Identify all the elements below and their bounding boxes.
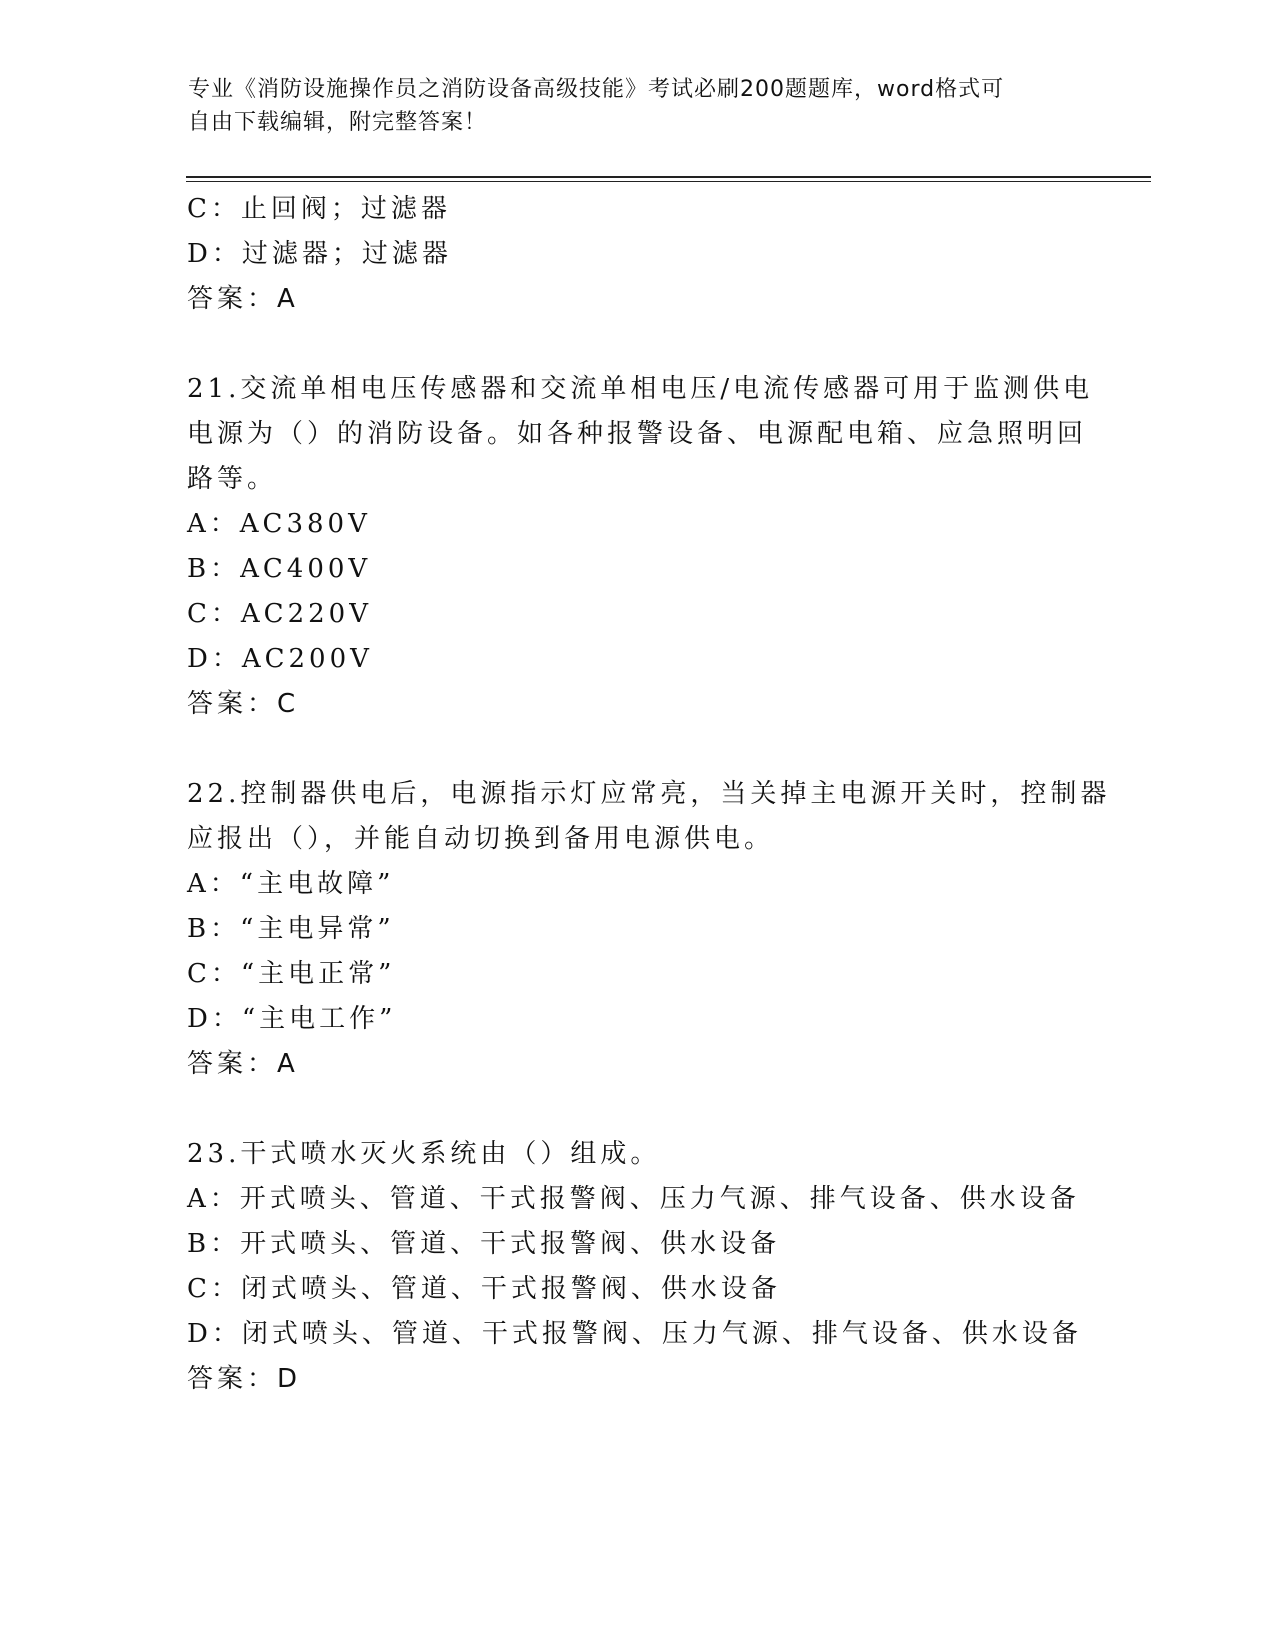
question-text-line: 23.干式喷水灭火系统由（）组成。 bbox=[187, 1139, 661, 1169]
answer-line: 答案：C bbox=[187, 689, 300, 719]
answer-line: 答案：A bbox=[187, 1049, 299, 1079]
option-d: D：“主电工作” bbox=[187, 1004, 397, 1034]
header-line-1: 专业《消防设施操作员之消防设备高级技能》考试必刷200题题库，word格式可 bbox=[188, 77, 1005, 102]
option-c: C：AC220V bbox=[187, 599, 372, 629]
header-rule-thick bbox=[186, 176, 1151, 178]
previous-question-tail bbox=[187, 187, 1087, 322]
option-a: A：AC380V bbox=[187, 509, 371, 539]
option-a: A：“主电故障” bbox=[187, 869, 395, 899]
question-text-line: 21.交流单相电压传感器和交流单相电压/电流传感器可用于监测供电 bbox=[187, 374, 1094, 404]
question-text-line: 路等。 bbox=[187, 464, 278, 494]
document-header bbox=[188, 73, 1068, 139]
question-23 bbox=[187, 1132, 1087, 1402]
question-text-line: 应报出（），并能自动切换到备用电源供电。 bbox=[187, 824, 775, 854]
option-b: B：开式喷头、管道、干式报警阀、供水设备 bbox=[187, 1229, 781, 1259]
question-text-line: 22.控制器供电后，电源指示灯应常亮，当关掉主电源开关时，控制器 bbox=[187, 779, 1111, 809]
option-d: D：过滤器；过滤器 bbox=[187, 239, 452, 269]
header-rule-thin bbox=[186, 181, 1151, 182]
option-d: D：闭式喷头、管道、干式报警阀、压力气源、排气设备、供水设备 bbox=[187, 1319, 1082, 1349]
option-c: C：闭式喷头、管道、干式报警阀、供水设备 bbox=[187, 1274, 781, 1304]
question-content bbox=[187, 187, 1111, 1402]
option-b: B：AC400V bbox=[187, 554, 372, 584]
question-text-line: 电源为（）的消防设备。如各种报警设备、电源配电箱、应急照明回 bbox=[187, 419, 1088, 449]
answer-line: 答案：A bbox=[187, 284, 299, 314]
header-line-2: 自由下载编辑，附完整答案！ bbox=[188, 110, 488, 135]
question-21 bbox=[187, 367, 1094, 727]
option-c: C：止回阀；过滤器 bbox=[187, 194, 451, 224]
question-22 bbox=[187, 772, 1111, 1087]
option-b: B：“主电异常” bbox=[187, 914, 395, 944]
option-d: D：AC200V bbox=[187, 644, 373, 674]
option-c: C：“主电正常” bbox=[187, 959, 396, 989]
option-a: A：开式喷头、管道、干式报警阀、压力气源、排气设备、供水设备 bbox=[187, 1184, 1080, 1214]
answer-line: 答案：D bbox=[187, 1364, 302, 1394]
